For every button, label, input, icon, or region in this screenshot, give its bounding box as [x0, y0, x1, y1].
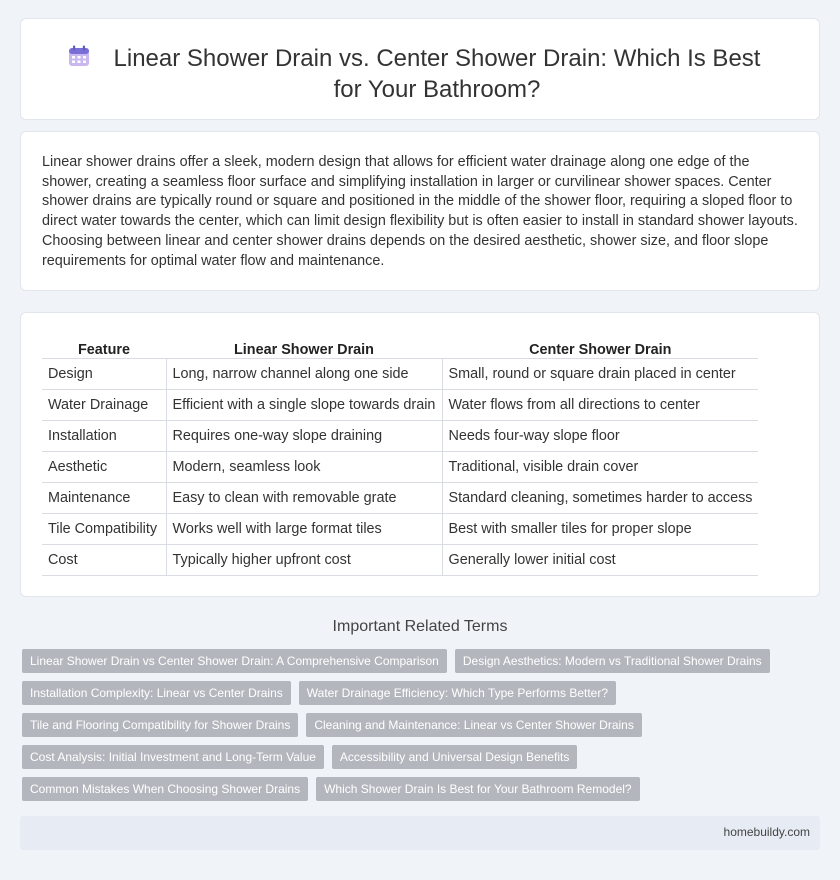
intro-card: [20, 131, 820, 291]
linear-cell: Long, narrow channel along one side: [166, 358, 442, 389]
column-header-center: Center Shower Drain: [442, 334, 758, 358]
feature-cell: Cost: [42, 544, 166, 575]
center-cell: Small, round or square drain placed in center: [442, 358, 758, 389]
related-terms-heading: Important Related Terms: [332, 618, 508, 635]
feature-cell: Design: [42, 358, 166, 389]
feature-cell: Aesthetic: [42, 451, 166, 482]
related-term-tag[interactable]: Accessibility and Universal Design Benefits: [332, 745, 577, 769]
feature-cell: Installation: [42, 420, 166, 451]
comparison-table-card: [20, 312, 820, 597]
feature-cell: Tile Compatibility: [42, 513, 166, 544]
table-row: [42, 544, 758, 575]
tag-row: [22, 649, 802, 673]
table-row: [42, 420, 758, 451]
linear-cell: Typically higher upfront cost: [166, 544, 442, 575]
table-header-row: [42, 334, 758, 358]
feature-cell: Water Drainage: [42, 389, 166, 420]
tag-row: [22, 777, 802, 801]
center-cell: Traditional, visible drain cover: [442, 451, 758, 482]
related-term-tag[interactable]: Common Mistakes When Choosing Shower Drains: [22, 777, 308, 801]
feature-cell: Maintenance: [42, 482, 166, 513]
linear-cell: Works well with large format tiles: [166, 513, 442, 544]
related-term-tag[interactable]: Design Aesthetics: Modern vs Traditional Shower Drains: [455, 649, 770, 673]
center-cell: Water flows from all directions to center: [442, 389, 758, 420]
header-card: [20, 18, 820, 120]
related-term-tag[interactable]: Installation Complexity: Linear vs Center Drains: [22, 681, 291, 705]
related-term-tag[interactable]: Which Shower Drain Is Best for Your Bathroom Remodel?: [316, 777, 639, 801]
table-row: [42, 482, 758, 513]
footer-site-name[interactable]: homebuildy.com: [723, 825, 810, 839]
table-row: [42, 451, 758, 482]
related-term-tag[interactable]: Linear Shower Drain vs Center Shower Drain: A Comprehensive Comparison: [22, 649, 447, 673]
center-cell: Best with smaller tiles for proper slope: [442, 513, 758, 544]
table-row: [42, 358, 758, 389]
column-header-linear: Linear Shower Drain: [166, 334, 442, 358]
tag-row: [22, 681, 802, 705]
linear-cell: Modern, seamless look: [166, 451, 442, 482]
tag-row: [22, 745, 802, 769]
center-cell: Standard cleaning, sometimes harder to access: [442, 482, 758, 513]
comparison-table: [42, 334, 758, 576]
related-term-tag[interactable]: Cleaning and Maintenance: Linear vs Center Shower Drains: [306, 713, 642, 737]
linear-cell: Requires one-way slope draining: [166, 420, 442, 451]
related-term-tag[interactable]: Cost Analysis: Initial Investment and Long-Term Value: [22, 745, 324, 769]
tag-row: [22, 713, 802, 737]
footer: [20, 816, 820, 850]
page-title: Linear Shower Drain vs. Center Shower Drain: Which Is Best for Your Bathroom?: [113, 45, 761, 103]
center-cell: Needs four-way slope floor: [442, 420, 758, 451]
related-terms-list: [22, 649, 802, 809]
center-cell: Generally lower initial cost: [442, 544, 758, 575]
related-term-tag[interactable]: Tile and Flooring Compatibility for Shower Drains: [22, 713, 298, 737]
table-row: [42, 389, 758, 420]
column-header-feature: Feature: [42, 334, 166, 358]
table-row: [42, 513, 758, 544]
linear-cell: Easy to clean with removable grate: [166, 482, 442, 513]
related-term-tag[interactable]: Water Drainage Efficiency: Which Type Performs Better?: [299, 681, 616, 705]
linear-cell: Efficient with a single slope towards drain: [166, 389, 442, 420]
intro-paragraph: Linear shower drains offer a sleek, modern design that allows for efficient water drainage along one edge of the shower, creating a seamless floor surface and simplifying installation in larger or curvilinear shower spaces. Center shower drains are typically round or square and positioned in the middle of the shower floor, requiring a sloped floor to direct water towards the center, which can limit design flexibility but is often easier to install in standard shower layouts. Choosing between linear and center shower drains depends on the desired aesthetic, shower size, and floor slope requirements for optimal water flow and maintenance.: [42, 154, 798, 269]
